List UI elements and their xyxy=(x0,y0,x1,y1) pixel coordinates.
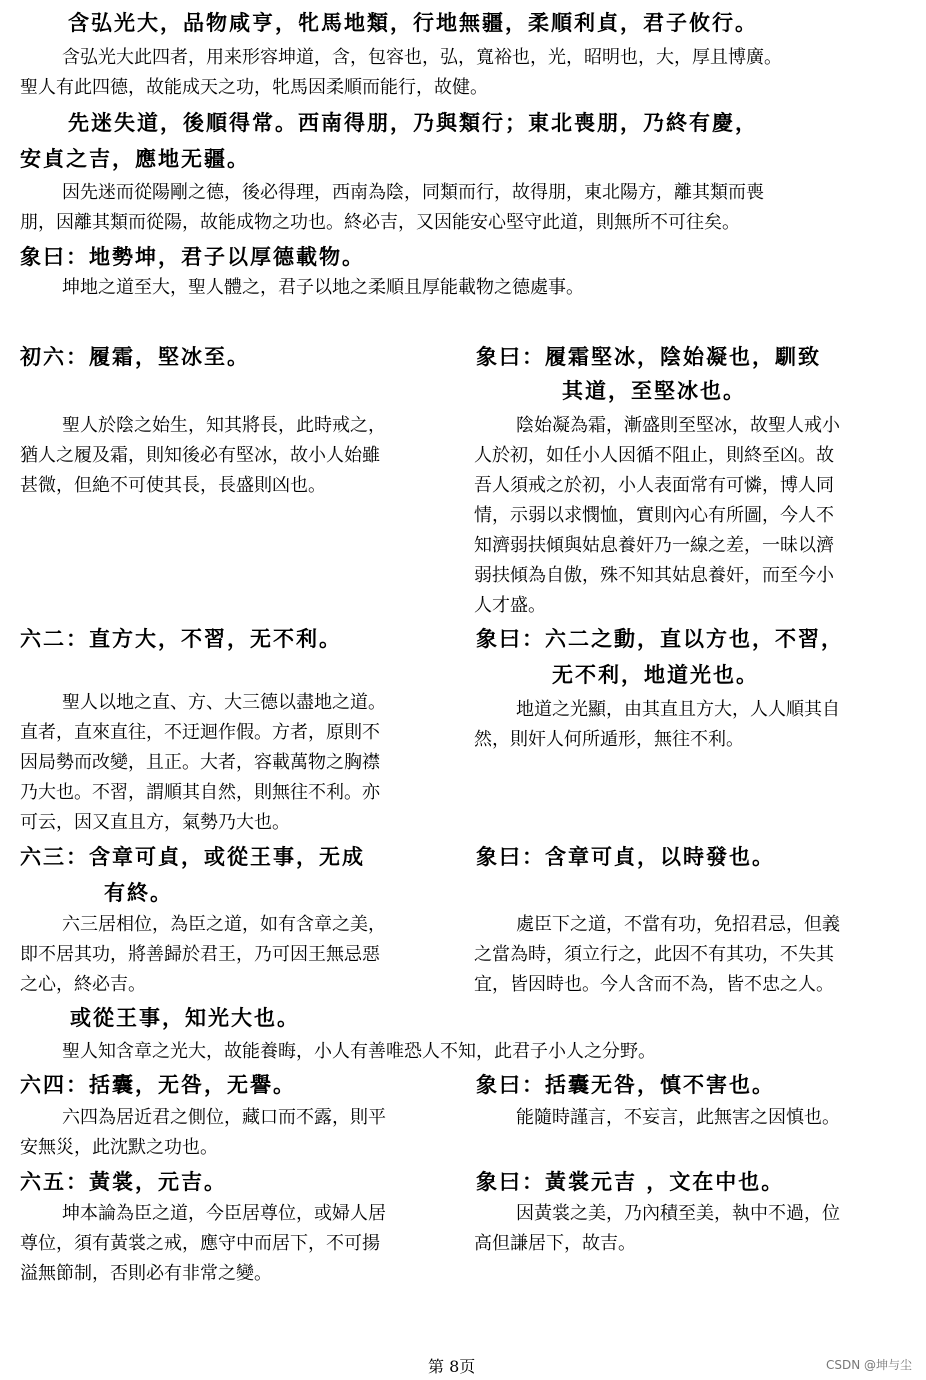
paragraph-line: 人才盛。 xyxy=(474,595,546,616)
heading-xiang-liusi: 象曰：括囊无咎，慎不害也。 xyxy=(476,1072,775,1097)
paragraph-line: 然，則奸人何所遁形，無往不利。 xyxy=(474,729,744,750)
paragraph-line: 朋，因離其類而從陽，故能成物之功也。終必吉，又因能安心堅守此道，則無所不可往矣。 xyxy=(20,212,740,233)
paragraph-line: 地道之光顯，由其直且方大，人人順其自 xyxy=(516,699,840,720)
heading-hanhong: 含弘光大，品物咸亨，牝馬地類，行地無疆，柔順利貞，君子攸行。 xyxy=(68,10,758,35)
heading-xiang-liuer-cont: 无不利，地道光也。 xyxy=(552,662,759,687)
paragraph-line: 弱扶傾為自傲，殊不知其姑息養奸，而至今小 xyxy=(474,565,834,586)
paragraph-line: 之心，終必吉。 xyxy=(20,974,146,995)
paragraph-line: 直者，直來直往，不迂迴作假。方者，原則不 xyxy=(20,722,380,743)
paragraph-line: 之當為時，須立行之，此因不有其功，不失其 xyxy=(474,944,834,965)
paragraph-line: 乃大也。不習，謂順其自然，則無往不利。亦 xyxy=(20,782,380,803)
paragraph-line: 聖人以地之直、方、大三德以盡地之道。 xyxy=(62,692,386,713)
heading-liuer: 六二：直方大，不習，无不利。 xyxy=(20,626,342,651)
paragraph-line: 因局勢而改變，且正。大者，容載萬物之胸襟 xyxy=(20,752,380,773)
paragraph-line: 陰始凝為霜，漸盛則至堅冰，故聖人戒小 xyxy=(516,415,840,436)
paragraph-line: 溢無節制，否則必有非常之變。 xyxy=(20,1263,272,1284)
paragraph-line: 甚微，但絶不可使其長，長盛則凶也。 xyxy=(20,475,326,496)
watermark: CSDN @坤与尘 xyxy=(825,1358,912,1372)
paragraph-line: 聖人知含章之光大，故能養晦，小人有善唯恐人不知，此君子小人之分野。 xyxy=(62,1041,656,1062)
paragraph-line: 宜，皆因時也。今人含而不為，皆不忠之人。 xyxy=(474,974,834,995)
heading-xiang-liuwu: 象曰：黃裳元吉 ，文在中也。 xyxy=(476,1169,785,1194)
paragraph-line: 因黃裳之美，乃內積至美，執中不過，位 xyxy=(516,1203,840,1224)
paragraph-line: 即不居其功，將善歸於君王，乃可因王無忌惡 xyxy=(20,944,380,965)
paragraph-line: 猶人之履及霜，則知後必有堅冰，故小人始雖 xyxy=(20,445,380,466)
paragraph-line: 安無災，此沈默之功也。 xyxy=(20,1137,218,1158)
heading-liusan-cont: 有終。 xyxy=(104,880,173,905)
heading-xiang-chuliu-cont: 其道，至堅冰也。 xyxy=(562,378,746,403)
paragraph-line: 吾人須戒之於初，小人表面常有可憐，博人同 xyxy=(474,475,834,496)
heading-liusi: 六四：括囊，无咎，无譽。 xyxy=(20,1072,296,1097)
paragraph-line: 六三居相位，為臣之道，如有含章之美， xyxy=(62,914,386,935)
heading-xiang-liuer: 象曰：六二之動，直以方也，不習， xyxy=(476,626,844,651)
paragraph-line: 聖人於陰之始生，知其將長，此時戒之， xyxy=(62,415,386,436)
paragraph-line: 人於初，如任小人因循不阻止，則終至凶。故 xyxy=(474,445,834,466)
heading-xiang-liusan: 象曰：含章可貞，以時發也。 xyxy=(476,844,775,869)
heading-xiang-chuliu: 象曰：履霜堅冰，陰始凝也，馴致 xyxy=(476,344,821,369)
heading-xianmi: 先迷失道，後順得常。西南得朋，乃與類行；東北喪朋，乃終有慶， xyxy=(68,110,758,135)
paragraph-line: 知濟弱扶傾與姑息養奸乃一線之差，一昧以濟 xyxy=(474,535,834,556)
paragraph-line: 能隨時謹言，不妄言，此無害之因慎也。 xyxy=(516,1107,840,1128)
paragraph-line: 六四為居近君之側位，藏口而不露，則平 xyxy=(62,1107,386,1128)
paragraph-line: 聖人有此四德，故能成天之功，牝馬因柔順而能行，故健。 xyxy=(20,77,488,98)
paragraph-line: 尊位，須有黃裳之戒，應守中而居下，不可揚 xyxy=(20,1233,380,1254)
heading-liusan: 六三：含章可貞，或從王事，无成 xyxy=(20,844,365,869)
paragraph-line: 處臣下之道，不當有功，免招君忌，但義 xyxy=(516,914,840,935)
paragraph-line: 高但謙居下，故吉。 xyxy=(474,1233,636,1254)
heading-chuliu: 初六：履霜，堅冰至。 xyxy=(20,344,250,369)
heading-liuwu: 六五：黃裳，元吉。 xyxy=(20,1169,227,1194)
paragraph-line: 情，示弱以求憫恤，實則內心有所圖，今人不 xyxy=(474,505,834,526)
paragraph-line: 坤地之道至大，聖人體之，君子以地之柔順且厚能載物之德處事。 xyxy=(62,277,584,298)
paragraph-line: 可云，因又直且方，氣勢乃大也。 xyxy=(20,812,290,833)
heading-xiang-kun: 象曰：地勢坤，君子以厚德載物。 xyxy=(20,244,365,269)
page-number: 第 8页 xyxy=(428,1357,476,1376)
heading-huocong: 或從王事，知光大也。 xyxy=(70,1005,300,1030)
heading-anzhen: 安貞之吉，應地无疆。 xyxy=(20,146,250,171)
paragraph-line: 坤本論為臣之道，今臣居尊位，或婦人居 xyxy=(62,1203,386,1224)
paragraph-line: 因先迷而從陽剛之德，後必得理，西南為陰，同類而行，故得朋，東北陽方，離其類而喪 xyxy=(62,182,764,203)
paragraph-line: 含弘光大此四者，用来形容坤道，含，包容也，弘，寬裕也，光，昭明也，大，厚且博廣。 xyxy=(62,47,782,68)
